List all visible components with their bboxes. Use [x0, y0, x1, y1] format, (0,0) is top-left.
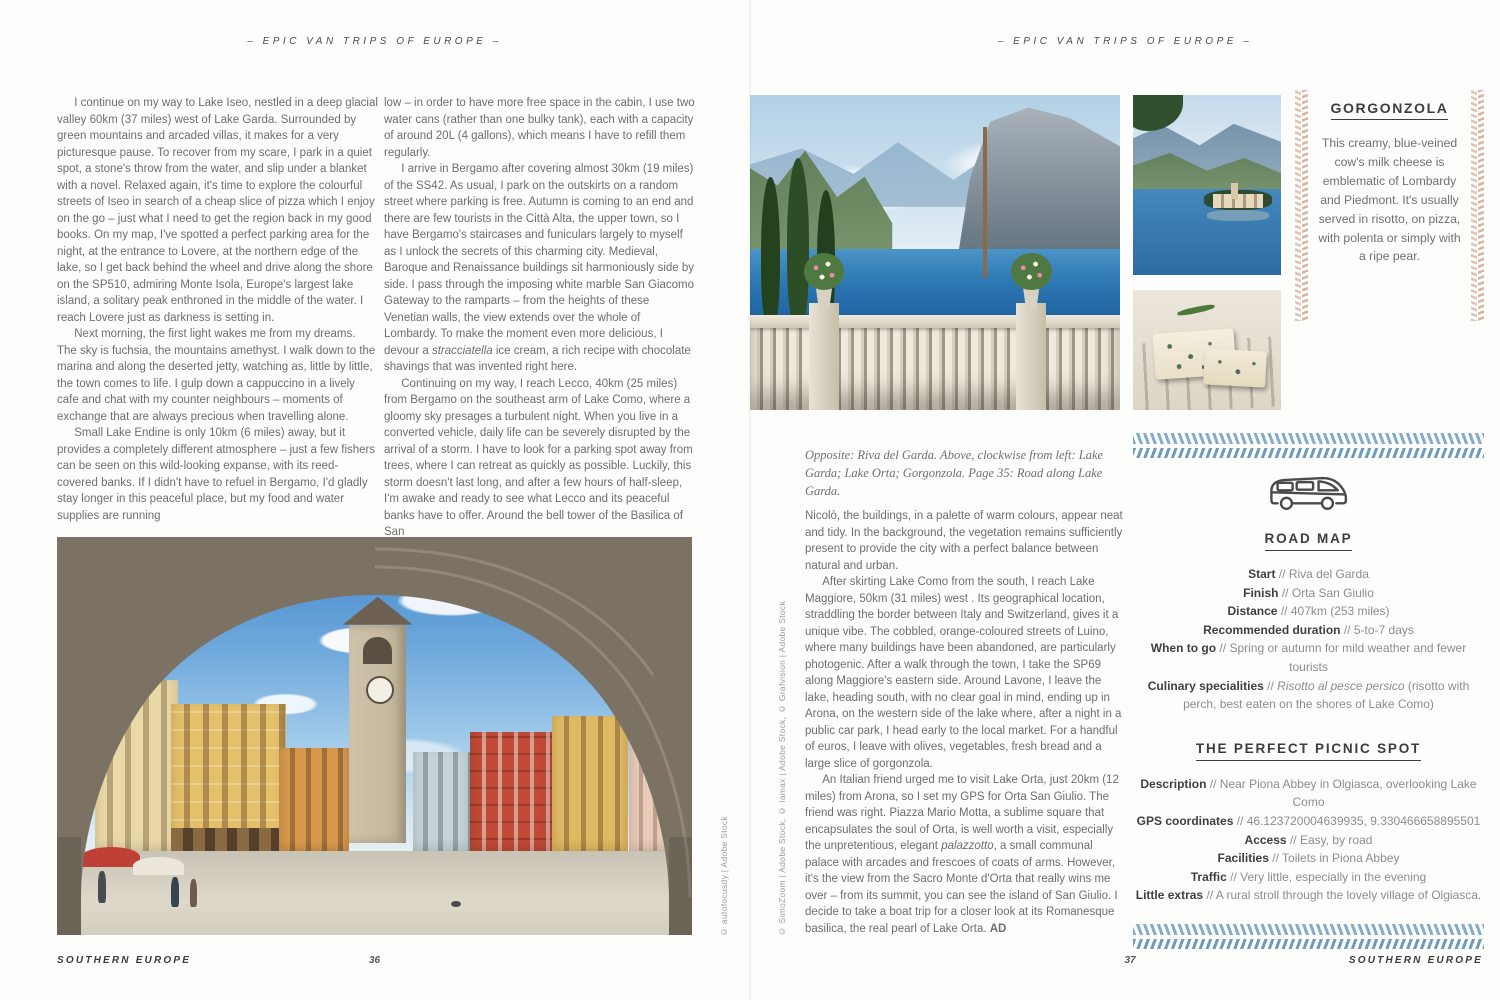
lake-orta-photo: [1133, 95, 1281, 275]
spec-row: Recommended duration // 5-to-7 days: [1203, 622, 1414, 637]
tire-track-decoration: [1471, 90, 1484, 321]
island-tower: [1231, 183, 1238, 199]
page-number-right: 37: [1124, 955, 1136, 966]
footer-section-left: SOUTHERN EUROPE: [57, 955, 192, 966]
paragraph: Continuing on my way, I reach Lecco, 40km (25 miles) from Bergamo on the southeast arm of Lake Como, where a gloomy sky presages a turbulent night. When you live in a converted vehicle, daily life can be severely disrupted by the arrival of a storm. I have to look for a parking spot away from trees, where I can retreat as quickly as possible. Luckily, this storm doesn't last long, and after a few hours of half-sleep, I'm awake and ready to see what Lecco and its peaceful banks have to offer. Around the bell tower of the Basilica of San: [384, 377, 693, 537]
tire-track-decoration: [1295, 90, 1308, 321]
spec-row: Facilities // Toilets in Piona Abbey: [1217, 851, 1400, 866]
balustrade-rail: [750, 315, 1120, 328]
lake-garda-promenade-photo: [750, 95, 1120, 410]
road-map-sidebar: [1133, 432, 1484, 950]
flowers: [1011, 253, 1052, 291]
picnic-spot-title: THE PERFECT PICNIC SPOT: [1196, 741, 1421, 761]
camper-van-icon: [1133, 469, 1484, 518]
spec-row: Traffic // Very little, especially in the evening: [1190, 869, 1427, 884]
tire-track-decoration: [1133, 432, 1484, 459]
spec-row: When to go // Spring or autumn for mild weather and fewer tourists: [1150, 641, 1467, 674]
water-reflection: [1207, 210, 1269, 221]
gorgonzola-title: GORGONZOLA: [1331, 100, 1449, 120]
island-buildings: [1213, 194, 1263, 208]
tire-track-decoration: [1133, 923, 1484, 950]
paragraph: I continue on my way to Lake Iseo, nestled in a deep glacial valley 60km (37 miles) west of Lake Garda. Surrounded by green mountains and arcaded villas, it makes for a very picturesque pause. To recover from my scare, I park in a quiet spot, a stone's throw from the water, and slip under a blanket with a novel. Relaxed again, it's time to explore the colourful streets of Iseo in search of a cheap slice of pizza which I enjoy on the go – just what I need to get the region back in my good books. On my map, I've spotted a perfect parking area for the night, at the entrance to Lovere, at the northern edge of the lake, so I get back behind the wheel and drive along the shore on the SP510, admiring Monte Isola, Europe's largest lake island, a solitary peak enthroned in the middle of the water. I reach Lovere just as darkness is setting in.: [57, 97, 378, 324]
spec-row: Description // Near Piona Abbey in Olgiasca, overlooking Lake Como: [1140, 776, 1477, 810]
stone-pillar: [1016, 303, 1046, 410]
page-fold: [748, 0, 752, 1000]
right-body-column: [805, 508, 1123, 950]
spec-row: Start // Riva del Garda: [1248, 567, 1369, 581]
riva-del-garda-square-photo: [57, 537, 692, 935]
spec-row: Finish // Orta San Giulio: [1243, 585, 1374, 600]
page-number-left: 36: [368, 955, 381, 966]
balustrade: [750, 328, 1120, 410]
paragraph: An Italian friend urged me to visit Lake Orta, just 20km (12 miles) from Arona, so I set my GPS for Orta San Giulio. The friend was right. Piazza Mario Motta, a sublime square that encapsulates the soul of Orta, is well worth a visit, especially the unpretentious, elegant palazzotto, a small communal palace with arcades and frescoes of coats of arms. However, it's the view from the Sacro Monte d'Orta that really wins me over – from its summit, you can see the island of San Giulio. I decide to take a boat trip for a closer look at its Romanesque basilica, the real pearl of Lake Orta. AD: [805, 774, 1119, 935]
wooden-pole: [983, 127, 987, 278]
road-map-details: [1133, 565, 1484, 714]
spec-row: Access // Easy, by road: [1244, 832, 1373, 847]
spec-row: GPS coordinates // 46.123720004639935, 9.330466658895501: [1136, 813, 1481, 828]
gorgonzola-info-box: [1295, 90, 1484, 321]
spec-row: Culinary specialities // Risotto al pesce persico (risotto with perch, best eaten on the shores of Lake Como): [1147, 678, 1470, 712]
photo-credit-left: © autofocusdy | Adobe Stock: [719, 816, 729, 937]
cypress-tree: [761, 177, 780, 328]
photo-credit-right: © SimoZoom | Adobe Stock, © Iamax | Adobe Stock, © Grafvision | Adobe Stock: [777, 601, 787, 937]
road-map-title: ROAD MAP: [1265, 531, 1353, 551]
picnic-spot-details: [1133, 775, 1484, 905]
gorgonzola-description: This creamy, blue-veined cow's milk cheese is emblematic of Lombardy and Piedmont. It's usually served in risotto, on pizza, with polenta or simply with a ripe pear.: [1318, 136, 1461, 264]
gorgonzola-photo: [1133, 290, 1281, 410]
running-head-right: – EPIC VAN TRIPS OF EUROPE –: [997, 36, 1253, 47]
paragraph: Small Lake Endine is only 10km (6 miles) away, but it provides a completely different atmosphere – just a few fishers can be seen on this wild-looking expanse, with its reed-covered banks. If I didn't have to refuel in Bergamo, I'd gladly stay longer in this peaceful place, but my food and water supplies are running: [57, 427, 376, 522]
photo-caption: Opposite: Riva del Garda. Above, clockwise from left: Lake Garda; Lake Orta; Gorgonzola. Page 35: Road along Lake Garda.: [805, 448, 1104, 499]
stone-pillar: [809, 303, 839, 410]
left-column-1: [57, 95, 378, 537]
spec-row: Distance // 407km (253 miles): [1227, 604, 1390, 619]
left-column-2: [384, 95, 697, 537]
running-head-left: – EPIC VAN TRIPS OF EUROPE –: [247, 36, 502, 47]
cheese-wedge: [1203, 348, 1267, 387]
paragraph: Nicolò, the buildings, in a palette of warm colours, appear neat and tidy. In the background, the vegetation remains sufficiently present to provide the city with a perfect balance between natural and urban.: [805, 510, 1123, 572]
stone-arch: [57, 537, 692, 935]
cypress-tree: [787, 158, 809, 328]
spec-row: Little extras // A rural stroll through the lovely village of Olgiasca.: [1135, 888, 1482, 903]
paragraph: Next morning, the first light wakes me from my dreams. The sky is fuchsia, the mountains amethyst. I walk down to the marina and along the deserted jetty, watching as, little by little, the town comes to life. I gulp down a cappuccino in a lively cafe and chat with my counter neighbours – moments of exchange that are always precious when travelling alone.: [57, 328, 376, 423]
footer-section-right: SOUTHERN EUROPE: [1348, 955, 1483, 966]
paragraph: low – in order to have more free space in the cabin, I use two water cans (rather than one bulky tank), each with a capacity of around 20L (4 gallons), which means I have to refill them regularly.: [384, 97, 695, 159]
paragraph: After skirting Lake Como from the south, I reach Lake Maggiore, 50km (31 miles) west . Its geographical location, straddling the border between Italy and Switzerland, gives it a unique vibe. The cobbled, orange-coloured streets of Luino, where many buildings have been abandoned, are particularly photogenic. After a walk through the town, I take the SP69 along Maggiore's eastern side. Around Lavone, I leave the lake, heading south, with no clear goal in mind, ending up in Arona, on the western side of the lake where, after a night in a public car park, I head early to the local market. For a handful of euros, I leave with olives, vegetables, fresh bread and a large slice of gorgonzola.: [805, 576, 1122, 770]
paragraph: I arrive in Bergamo after covering almost 30km (19 miles) of the SS42. As usual, I park on the outskirts on a random street where parking is free. Autumn is coming to an end and there are few tourists in the Città Alta, the upper town, so I have Bergamo's staircases and funiculars largely to myself as I unlock the secrets of this charming city. Medieval, Baroque and Renaissance buildings sit harmoniously side by side. I pass through the imposing white marble San Giacomo Gateway to the ramparts – from the heights of these Venetian walls, the view extends over the whole of Lombardy. To make the moment even more delicious, I devour a stracciatella ice cream, a rich recipe with chocolate shavings that was invented right here.: [384, 163, 695, 373]
